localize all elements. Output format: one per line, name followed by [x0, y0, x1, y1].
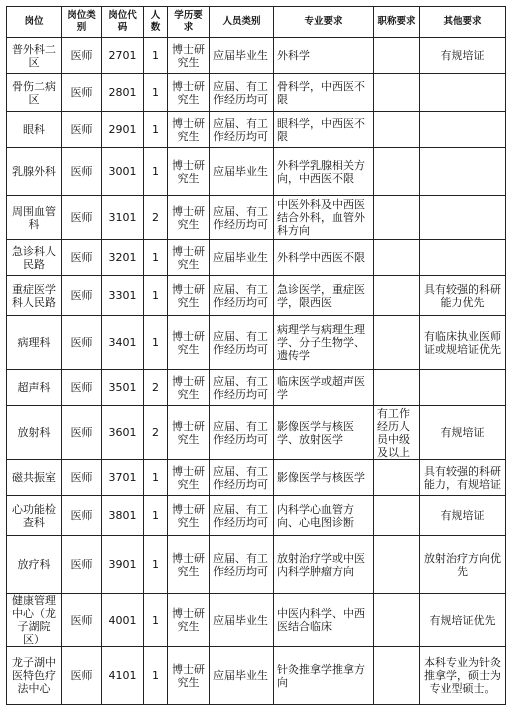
table-row	[7, 112, 506, 148]
cell-category: 医师	[62, 496, 102, 536]
cell-personnel: 应届、有工作经历均可	[210, 406, 274, 460]
cell-personnel: 应届、有工作经历均可	[210, 460, 274, 496]
cell-title-requirement	[374, 370, 420, 406]
cell-major: 放射治疗学或中医内科学肿瘤方向	[274, 536, 374, 594]
cell-education: 博士研究生	[168, 38, 210, 74]
cell-position: 乳腺外科	[7, 148, 62, 196]
cell-category: 医师	[62, 406, 102, 460]
table-row	[7, 148, 506, 196]
cell-count: 1	[144, 240, 168, 276]
header-category: 岗位类别	[62, 7, 102, 38]
cell-education: 博士研究生	[168, 594, 210, 647]
cell-education: 博士研究生	[168, 536, 210, 594]
cell-title-requirement	[374, 536, 420, 594]
cell-other: 有规培证	[420, 406, 506, 460]
cell-education: 博士研究生	[168, 112, 210, 148]
cell-category: 医师	[62, 370, 102, 406]
cell-other: 本科专业为针灸推拿学，硕士为专业型硕士。	[420, 647, 506, 705]
cell-personnel: 应届、有工作经历均可	[210, 316, 274, 370]
cell-count: 1	[144, 647, 168, 705]
cell-major: 眼科学，中西医不限	[274, 112, 374, 148]
cell-education: 博士研究生	[168, 240, 210, 276]
table-header-row	[7, 7, 506, 38]
cell-category: 医师	[62, 148, 102, 196]
cell-category: 医师	[62, 38, 102, 74]
cell-count: 1	[144, 148, 168, 196]
cell-category: 医师	[62, 112, 102, 148]
cell-other: 有规培证	[420, 496, 506, 536]
cell-code: 3001	[102, 148, 144, 196]
cell-position: 周围血管科	[7, 196, 62, 240]
cell-title-requirement	[374, 240, 420, 276]
cell-personnel: 应届毕业生	[210, 647, 274, 705]
cell-major: 外科学	[274, 38, 374, 74]
cell-category: 医师	[62, 240, 102, 276]
cell-major: 外科学中西医不限	[274, 240, 374, 276]
cell-code: 2701	[102, 38, 144, 74]
cell-count: 2	[144, 406, 168, 460]
cell-count: 1	[144, 496, 168, 536]
cell-title-requirement	[374, 316, 420, 370]
cell-code: 3801	[102, 496, 144, 536]
cell-position: 龙子湖中医特色疗法中心	[7, 647, 62, 705]
cell-code: 2801	[102, 74, 144, 112]
cell-education: 博士研究生	[168, 196, 210, 240]
table-row	[7, 38, 506, 74]
cell-category: 医师	[62, 196, 102, 240]
cell-education: 博士研究生	[168, 496, 210, 536]
cell-other	[420, 112, 506, 148]
header-code: 岗位代码	[102, 7, 144, 38]
header-other: 其他要求	[420, 7, 506, 38]
header-major: 专业要求	[274, 7, 374, 38]
cell-title-requirement	[374, 112, 420, 148]
cell-position: 心功能检查科	[7, 496, 62, 536]
cell-code: 4101	[102, 647, 144, 705]
cell-other	[420, 370, 506, 406]
table-row	[7, 74, 506, 112]
cell-title-requirement: 有工作经历人员中级及以上	[374, 406, 420, 460]
cell-personnel: 应届、有工作经历均可	[210, 196, 274, 240]
cell-category: 医师	[62, 647, 102, 705]
cell-title-requirement	[374, 594, 420, 647]
cell-position: 放疗科	[7, 536, 62, 594]
table-body	[7, 38, 506, 705]
cell-category: 医师	[62, 276, 102, 316]
cell-personnel: 应届毕业生	[210, 38, 274, 74]
table-row	[7, 240, 506, 276]
cell-education: 博士研究生	[168, 370, 210, 406]
cell-personnel: 应届、有工作经历均可	[210, 536, 274, 594]
table-row	[7, 370, 506, 406]
cell-category: 医师	[62, 460, 102, 496]
table-row	[7, 496, 506, 536]
cell-personnel: 应届毕业生	[210, 594, 274, 647]
cell-other	[420, 240, 506, 276]
cell-code: 2901	[102, 112, 144, 148]
cell-education: 博士研究生	[168, 74, 210, 112]
cell-count: 1	[144, 74, 168, 112]
cell-education: 博士研究生	[168, 647, 210, 705]
cell-code: 3401	[102, 316, 144, 370]
cell-personnel: 应届、有工作经历均可	[210, 370, 274, 406]
cell-code: 3301	[102, 276, 144, 316]
cell-other: 具有较强的科研能力，有规培证	[420, 460, 506, 496]
cell-personnel: 应届毕业生	[210, 148, 274, 196]
table-row	[7, 316, 506, 370]
cell-personnel: 应届毕业生	[210, 240, 274, 276]
table-row	[7, 536, 506, 594]
header-title-requirement: 职称要求	[374, 7, 420, 38]
cell-count: 1	[144, 276, 168, 316]
cell-position: 放射科	[7, 406, 62, 460]
cell-major: 影像医学与核医学、放射医学	[274, 406, 374, 460]
cell-title-requirement	[374, 460, 420, 496]
cell-personnel: 应届、有工作经历均可	[210, 276, 274, 316]
cell-other: 有规培证优先	[420, 594, 506, 647]
cell-count: 1	[144, 38, 168, 74]
header-count: 人数	[144, 7, 168, 38]
cell-position: 病理科	[7, 316, 62, 370]
cell-category: 医师	[62, 316, 102, 370]
header-position: 岗位	[7, 7, 62, 38]
cell-title-requirement	[374, 74, 420, 112]
cell-other	[420, 74, 506, 112]
cell-code: 3201	[102, 240, 144, 276]
cell-title-requirement	[374, 276, 420, 316]
cell-count: 2	[144, 370, 168, 406]
cell-title-requirement	[374, 196, 420, 240]
cell-code: 3601	[102, 406, 144, 460]
cell-other	[420, 196, 506, 240]
cell-education: 博士研究生	[168, 276, 210, 316]
cell-code: 3701	[102, 460, 144, 496]
cell-education: 博士研究生	[168, 460, 210, 496]
cell-major: 中医外科及中西医结合外科，血管外科方向	[274, 196, 374, 240]
cell-personnel: 应届、有工作经历均可	[210, 496, 274, 536]
table-row	[7, 647, 506, 705]
cell-code: 4001	[102, 594, 144, 647]
cell-title-requirement	[374, 148, 420, 196]
cell-code: 3501	[102, 370, 144, 406]
cell-education: 博士研究生	[168, 316, 210, 370]
cell-other	[420, 148, 506, 196]
cell-count: 1	[144, 112, 168, 148]
cell-category: 医师	[62, 536, 102, 594]
cell-position: 健康管理中心（龙子湖院区）	[7, 594, 62, 647]
table-row	[7, 594, 506, 647]
cell-other: 具有较强的科研能力优先	[420, 276, 506, 316]
cell-other: 放射治疗方向优先	[420, 536, 506, 594]
cell-major: 中医内科学、中西医结合临床	[274, 594, 374, 647]
cell-position: 骨伤二病区	[7, 74, 62, 112]
cell-code: 3101	[102, 196, 144, 240]
cell-other: 有规培证	[420, 38, 506, 74]
cell-count: 1	[144, 316, 168, 370]
cell-count: 1	[144, 536, 168, 594]
cell-education: 博士研究生	[168, 148, 210, 196]
table-row	[7, 276, 506, 316]
cell-other: 有临床执业医师证或规培证优先	[420, 316, 506, 370]
table-row	[7, 196, 506, 240]
cell-major: 内科学心血管方向、心电图诊断	[274, 496, 374, 536]
recruitment-table	[6, 6, 506, 705]
header-personnel: 人员类别	[210, 7, 274, 38]
cell-title-requirement	[374, 38, 420, 74]
cell-personnel: 应届、有工作经历均可	[210, 74, 274, 112]
cell-code: 3901	[102, 536, 144, 594]
cell-position: 普外科二区	[7, 38, 62, 74]
cell-major: 外科学乳腺相关方向，中西医不限	[274, 148, 374, 196]
cell-count: 1	[144, 594, 168, 647]
cell-major: 病理学与病理生理学、分子生物学、遗传学	[274, 316, 374, 370]
cell-position: 眼科	[7, 112, 62, 148]
cell-position: 急诊科人民路	[7, 240, 62, 276]
cell-major: 针灸推拿学推拿方向	[274, 647, 374, 705]
table-row	[7, 460, 506, 496]
cell-count: 1	[144, 460, 168, 496]
cell-title-requirement	[374, 496, 420, 536]
cell-title-requirement	[374, 647, 420, 705]
cell-major: 临床医学或超声医学	[274, 370, 374, 406]
header-education: 学历要求	[168, 7, 210, 38]
cell-category: 医师	[62, 74, 102, 112]
cell-category: 医师	[62, 594, 102, 647]
cell-position: 超声科	[7, 370, 62, 406]
cell-position: 磁共振室	[7, 460, 62, 496]
cell-major: 骨科学，中西医不限	[274, 74, 374, 112]
cell-education: 博士研究生	[168, 406, 210, 460]
cell-major: 影像医学与核医学	[274, 460, 374, 496]
cell-personnel: 应届、有工作经历均可	[210, 112, 274, 148]
cell-count: 2	[144, 196, 168, 240]
cell-position: 重症医学科人民路	[7, 276, 62, 316]
table-row	[7, 406, 506, 460]
cell-major: 急诊医学，重症医学，限西医	[274, 276, 374, 316]
